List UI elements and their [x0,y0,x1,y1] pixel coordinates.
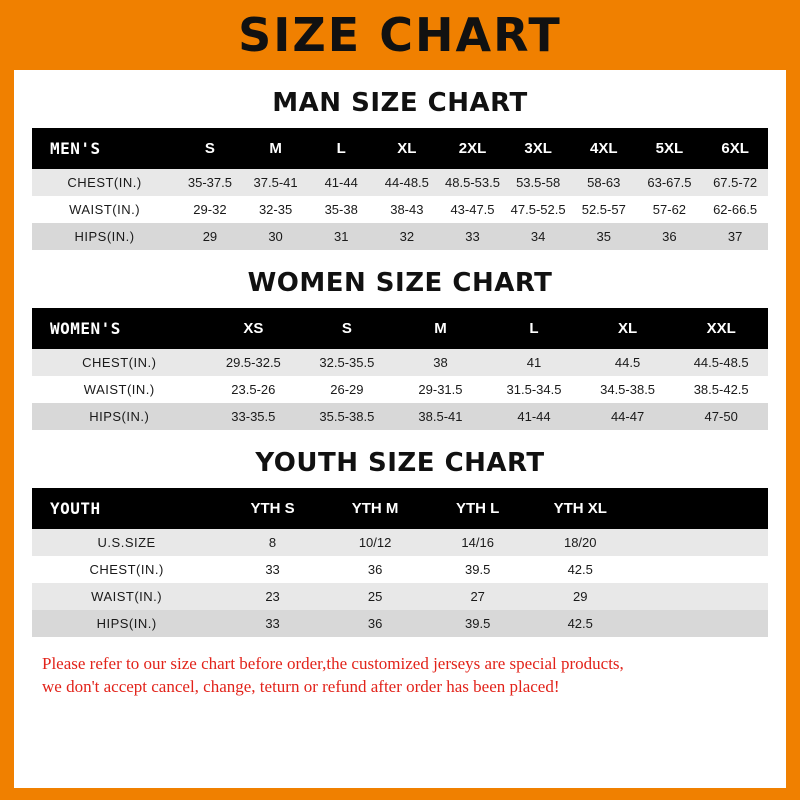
table-header-row [32,308,768,349]
women-header-l: L [487,308,581,349]
section-title-youth: YOUTH SIZE CHART [255,448,545,478]
youth-row2-c2: 25 [324,583,427,610]
banner [0,0,800,70]
youth-row0-c3: 14/16 [426,529,529,556]
youth-header-l: YTH L [426,488,529,529]
men-row1-c5: 43-47.5 [440,196,506,223]
youth-row1-spacer [632,556,768,583]
chart-content [14,88,786,699]
youth-header-label: YOUTH [32,488,221,529]
men-header-4xl: 4XL [571,128,637,169]
women-row1-c2: 26-29 [300,376,394,403]
men-row1-label: WAIST(IN.) [32,196,177,223]
women-row2-c4: 41-44 [487,403,581,430]
men-header-5xl: 5XL [637,128,703,169]
table-row [32,223,768,250]
women-row1-label: WAIST(IN.) [32,376,207,403]
men-row0-c4: 44-48.5 [374,169,440,196]
men-row2-c2: 30 [243,223,309,250]
women-header-xxl: XXL [674,308,768,349]
women-size-table [32,308,768,430]
table-row [32,169,768,196]
men-row0-c7: 58-63 [571,169,637,196]
section-title-men: MAN SIZE CHART [272,88,528,118]
youth-row3-spacer [632,610,768,637]
men-row2-c1: 29 [177,223,243,250]
policy-note-line2: we don't accept cancel, change, teturn or refund after order has been placed! [42,676,560,696]
section-title-women: WOMEN SIZE CHART [247,268,553,298]
men-row2-c8: 36 [637,223,703,250]
men-table-body [32,169,768,250]
men-row2-c6: 34 [505,223,571,250]
youth-header-spacer [632,488,768,529]
men-row2-c7: 35 [571,223,637,250]
men-row2-c3: 31 [308,223,374,250]
table-row [32,376,768,403]
men-row0-c1: 35-37.5 [177,169,243,196]
men-header-m: M [243,128,309,169]
women-header-xs: XS [207,308,301,349]
page-title: SIZE CHART [238,8,562,62]
youth-table-body [32,529,768,637]
women-row2-c2: 35.5-38.5 [300,403,394,430]
women-row0-c6: 44.5-48.5 [674,349,768,376]
youth-table-header [32,488,768,529]
women-header-xl: XL [581,308,675,349]
women-row0-c3: 38 [394,349,488,376]
men-row0-label: CHEST(IN.) [32,169,177,196]
women-row1-c5: 34.5-38.5 [581,376,675,403]
youth-row3-label: HIPS(IN.) [32,610,221,637]
youth-header-s: YTH S [221,488,324,529]
footer-accent-strip [14,788,786,800]
women-header-m: M [394,308,488,349]
women-row2-c5: 44-47 [581,403,675,430]
women-row2-c1: 33-35.5 [207,403,301,430]
youth-row3-c3: 39.5 [426,610,529,637]
men-header-label: MEN'S [32,128,177,169]
men-row1-c9: 62-66.5 [702,196,768,223]
youth-row0-c4: 18/20 [529,529,632,556]
men-row1-c8: 57-62 [637,196,703,223]
women-row0-c1: 29.5-32.5 [207,349,301,376]
men-row0-c9: 67.5-72 [702,169,768,196]
youth-row1-c1: 33 [221,556,324,583]
women-header-label: WOMEN'S [32,308,207,349]
table-row [32,556,768,583]
women-row1-c4: 31.5-34.5 [487,376,581,403]
women-row0-label: CHEST(IN.) [32,349,207,376]
youth-row2-c4: 29 [529,583,632,610]
youth-row1-label: CHEST(IN.) [32,556,221,583]
youth-row2-spacer [632,583,768,610]
men-row0-c3: 41-44 [308,169,374,196]
youth-row0-spacer [632,529,768,556]
men-row0-c2: 37.5-41 [243,169,309,196]
table-row [32,349,768,376]
youth-row1-c3: 39.5 [426,556,529,583]
youth-row0-label: U.S.SIZE [32,529,221,556]
youth-row1-c4: 42.5 [529,556,632,583]
women-row0-c2: 32.5-35.5 [300,349,394,376]
men-row1-c4: 38-43 [374,196,440,223]
men-row0-c8: 63-67.5 [637,169,703,196]
youth-row2-c1: 23 [221,583,324,610]
men-row1-c1: 29-32 [177,196,243,223]
youth-row2-c3: 27 [426,583,529,610]
men-row1-c6: 47.5-52.5 [505,196,571,223]
youth-row0-c2: 10/12 [324,529,427,556]
men-row1-c2: 32-35 [243,196,309,223]
table-header-row [32,488,768,529]
table-row [32,610,768,637]
men-row2-label: HIPS(IN.) [32,223,177,250]
men-header-l: L [308,128,374,169]
policy-note-line1: Please refer to our size chart before order,the customized jerseys are special products, [42,654,624,673]
youth-size-table [32,488,768,637]
men-row1-c3: 35-38 [308,196,374,223]
men-row2-c5: 33 [440,223,506,250]
men-row0-c6: 53.5-58 [505,169,571,196]
women-row2-c6: 47-50 [674,403,768,430]
men-size-table [32,128,768,250]
women-row1-c3: 29-31.5 [394,376,488,403]
men-row0-c5: 48.5-53.5 [440,169,506,196]
table-header-row [32,128,768,169]
table-row [32,583,768,610]
men-header-xl: XL [374,128,440,169]
women-table-header [32,308,768,349]
men-header-s: S [177,128,243,169]
table-row [32,196,768,223]
women-row0-c5: 44.5 [581,349,675,376]
women-header-s: S [300,308,394,349]
women-row0-c4: 41 [487,349,581,376]
women-table-body [32,349,768,430]
youth-row3-c2: 36 [324,610,427,637]
women-row2-c3: 38.5-41 [394,403,488,430]
women-row1-c1: 23.5-26 [207,376,301,403]
men-row2-c4: 32 [374,223,440,250]
men-header-6xl: 6XL [702,128,768,169]
youth-row3-c4: 42.5 [529,610,632,637]
men-header-2xl: 2XL [440,128,506,169]
women-row1-c6: 38.5-42.5 [674,376,768,403]
men-row1-c7: 52.5-57 [571,196,637,223]
women-row2-label: HIPS(IN.) [32,403,207,430]
youth-row2-label: WAIST(IN.) [32,583,221,610]
youth-row3-c1: 33 [221,610,324,637]
policy-note [32,653,768,699]
youth-header-m: YTH M [324,488,427,529]
table-row [32,403,768,430]
men-header-3xl: 3XL [505,128,571,169]
youth-row0-c1: 8 [221,529,324,556]
men-table-header [32,128,768,169]
table-row [32,529,768,556]
youth-header-xl: YTH XL [529,488,632,529]
youth-row1-c2: 36 [324,556,427,583]
men-row2-c9: 37 [702,223,768,250]
